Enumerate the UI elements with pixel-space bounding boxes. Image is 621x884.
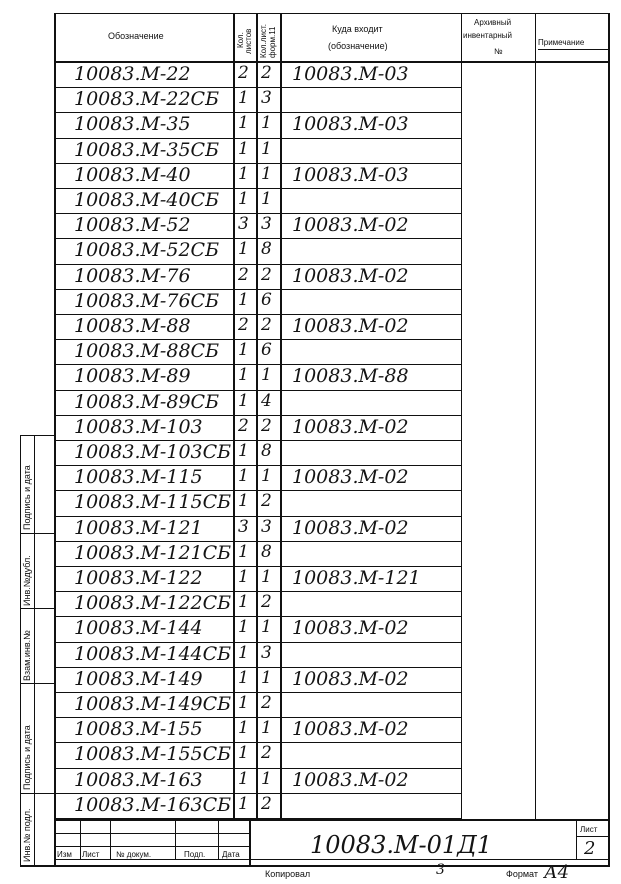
header-included-in-b: (обозначение) xyxy=(328,41,388,51)
row-sheets: 1 xyxy=(238,567,249,587)
footer-format-label: Формат xyxy=(506,869,538,879)
row-designation: 10083.М-122СБ xyxy=(74,592,232,614)
tb-sheet-label: Лист xyxy=(580,825,598,834)
header-format-a: Кол.лист. xyxy=(259,24,268,58)
row-included-in: 10083.М-02 xyxy=(292,315,409,337)
row-included-in: 10083.М-88 xyxy=(292,365,409,387)
row-included-in: 10083.М-02 xyxy=(292,265,409,287)
col-line-2 xyxy=(256,13,258,820)
row-sheets: 1 xyxy=(238,592,249,612)
row-included-in: 10083.М-02 xyxy=(292,769,409,791)
stamp-div-1 xyxy=(20,533,55,534)
row-included-in: 10083.М-03 xyxy=(292,164,409,186)
row-format-sheets: 2 xyxy=(261,491,272,511)
row-sheets: 3 xyxy=(238,214,249,234)
stamp-top xyxy=(20,435,55,436)
row-sheets: 1 xyxy=(238,466,249,486)
row-sheets: 1 xyxy=(238,239,249,259)
tb-col-list xyxy=(110,820,111,860)
row-sheets: 1 xyxy=(238,340,249,360)
header-format-b: форм.11 xyxy=(268,26,277,58)
row-format-sheets: 8 xyxy=(261,441,272,461)
row-format-sheets: 1 xyxy=(261,718,272,738)
row-sheets: 1 xyxy=(238,139,249,159)
row-format-sheets: 1 xyxy=(261,567,272,587)
tb-col-doc xyxy=(175,820,176,860)
row-format-sheets: 1 xyxy=(261,466,272,486)
row-format-sheets: 1 xyxy=(261,365,272,385)
row-designation: 10083.М-22 xyxy=(74,63,191,85)
row-included-in: 10083.М-02 xyxy=(292,416,409,438)
row-designation: 10083.М-144 xyxy=(74,617,203,639)
row-format-sheets: 3 xyxy=(261,643,272,663)
row-included-in: 10083.М-02 xyxy=(292,517,409,539)
row-format-sheets: 1 xyxy=(261,139,272,159)
row-sheets: 1 xyxy=(238,718,249,738)
header-archive-c: № xyxy=(494,47,503,56)
row-sheets: 1 xyxy=(238,617,249,637)
tb-podp: Подп. xyxy=(184,850,206,859)
row-format-sheets: 8 xyxy=(261,239,272,259)
tb-sheet-number: 2 xyxy=(584,838,596,859)
row-sheets: 3 xyxy=(238,517,249,537)
row-format-sheets: 3 xyxy=(261,214,272,234)
row-sheets: 2 xyxy=(238,416,249,436)
row-designation: 10083.М-121СБ xyxy=(74,542,232,564)
row-sheets: 1 xyxy=(238,189,249,209)
row-sheets: 1 xyxy=(238,693,249,713)
row-format-sheets: 1 xyxy=(261,668,272,688)
row-designation: 10083.М-163СБ xyxy=(74,794,232,816)
row-sheets: 1 xyxy=(238,441,249,461)
row-format-sheets: 2 xyxy=(261,416,272,436)
footer-copied: Копировал xyxy=(265,869,311,879)
tb-col-podp xyxy=(218,820,219,860)
row-designation: 10083.М-76 xyxy=(74,265,191,287)
tb-col-data xyxy=(249,820,251,866)
row-designation: 10083.М-76СБ xyxy=(74,290,220,312)
row-format-sheets: 1 xyxy=(261,769,272,789)
row-sheets: 2 xyxy=(238,315,249,335)
tb-izm: Изм xyxy=(57,850,72,859)
row-format-sheets: 6 xyxy=(261,340,272,360)
row-format-sheets: 8 xyxy=(261,542,272,562)
row-included-in: 10083.М-02 xyxy=(292,466,409,488)
row-format-sheets: 2 xyxy=(261,63,272,83)
stamp-left-edge xyxy=(20,435,21,866)
tb-data: Дата xyxy=(222,850,240,859)
row-designation: 10083.М-35СБ xyxy=(74,139,220,161)
row-included-in: 10083.М-121 xyxy=(292,567,421,589)
row-designation: 10083.М-89 xyxy=(74,365,191,387)
row-designation: 10083.М-122 xyxy=(74,567,203,589)
row-included-in: 10083.М-03 xyxy=(292,63,409,85)
stamp-div-4 xyxy=(20,793,55,794)
row-format-sheets: 1 xyxy=(261,617,272,637)
row-format-sheets: 2 xyxy=(261,315,272,335)
stamp-inv-podl: Инв.№ подл. xyxy=(22,808,32,862)
row-designation: 10083.М-103СБ xyxy=(74,441,232,463)
stamp-inv-dubl: Инв.№дубл. xyxy=(22,555,32,606)
row-designation: 10083.М-121 xyxy=(74,517,203,539)
col-line-5 xyxy=(535,13,536,820)
frame-bottom xyxy=(20,865,610,867)
header-sheets-b: листов xyxy=(244,28,253,54)
row-format-sheets: 2 xyxy=(261,592,272,612)
row-designation: 10083.М-115СБ xyxy=(74,491,232,513)
row-format-sheets: 2 xyxy=(261,794,272,814)
stamp-sign-date-1: Подпись и дата xyxy=(22,465,32,530)
row-sheets: 1 xyxy=(238,542,249,562)
tb-doc-no: № докум. xyxy=(116,850,152,859)
tb-document-code: 10083.М-01Д1 xyxy=(310,831,492,859)
row-sheets: 2 xyxy=(238,265,249,285)
row-sheets: 1 xyxy=(238,769,249,789)
row-designation: 10083.М-40 xyxy=(74,164,191,186)
row-designation: 10083.М-52 xyxy=(74,214,191,236)
row-format-sheets: 2 xyxy=(261,693,272,713)
header-sheets-a: Кол. xyxy=(236,32,245,48)
row-designation: 10083.М-89СБ xyxy=(74,391,220,413)
tb-list: Лист xyxy=(82,850,100,859)
stamp-div-3 xyxy=(20,683,55,684)
row-sheets: 1 xyxy=(238,794,249,814)
row-designation: 10083.М-52СБ xyxy=(74,239,220,261)
row-designation: 10083.М-88СБ xyxy=(74,340,220,362)
row-sheets: 2 xyxy=(238,63,249,83)
row-format-sheets: 3 xyxy=(261,517,272,537)
row-designation: 10083.М-155СБ xyxy=(74,743,232,765)
row-designation: 10083.М-103 xyxy=(74,416,203,438)
tb-row-1 xyxy=(55,833,250,834)
row-designation: 10083.М-155 xyxy=(74,718,203,740)
row-sheets: 1 xyxy=(238,113,249,133)
row-included-in: 10083.М-02 xyxy=(292,718,409,740)
row-designation: 10083.М-115 xyxy=(74,466,203,488)
header-archive-b: инвентарный xyxy=(463,31,513,40)
frame-top xyxy=(55,13,610,14)
row-format-sheets: 3 xyxy=(261,88,272,108)
footer-format-value: А4 xyxy=(544,862,570,883)
note-underline xyxy=(538,49,608,50)
col-line-3 xyxy=(280,13,282,820)
header-included-in-a: Куда входит xyxy=(332,24,383,34)
row-designation: 10083.М-163 xyxy=(74,769,203,791)
row-sheets: 1 xyxy=(238,88,249,108)
row-format-sheets: 1 xyxy=(261,189,272,209)
row-format-sheets: 4 xyxy=(261,391,272,411)
stamp-div-2 xyxy=(20,608,55,609)
row-format-sheets: 6 xyxy=(261,290,272,310)
frame-left xyxy=(54,13,56,865)
row-designation: 10083.М-144СБ xyxy=(74,643,232,665)
tb-top xyxy=(55,819,610,821)
stamp-sign-date-2: Подпись и дата xyxy=(22,725,32,790)
row-included-in: 10083.М-02 xyxy=(292,214,409,236)
row-sheets: 1 xyxy=(238,290,249,310)
row-designation: 10083.М-149 xyxy=(74,668,203,690)
row-format-sheets: 1 xyxy=(261,164,272,184)
row-sheets: 1 xyxy=(238,391,249,411)
row-sheets: 1 xyxy=(238,365,249,385)
row-sheets: 1 xyxy=(238,491,249,511)
frame-right xyxy=(608,13,610,867)
header-archive-a: Архивный xyxy=(474,18,512,27)
row-sheets: 1 xyxy=(238,643,249,663)
row-format-sheets: 2 xyxy=(261,265,272,285)
tb-sheet-div xyxy=(576,836,609,837)
header-designation: Обозначение xyxy=(108,31,164,41)
header-note: Примечание xyxy=(538,38,585,47)
row-designation: 10083.М-40СБ xyxy=(74,189,220,211)
row-designation: 10083.М-88 xyxy=(74,315,191,337)
tb-col-izm xyxy=(80,820,81,860)
row-format-sheets: 2 xyxy=(261,743,272,763)
tb-row-2 xyxy=(55,846,250,847)
col-line-4 xyxy=(461,13,462,820)
col-line-1 xyxy=(233,13,235,820)
row-included-in: 10083.М-03 xyxy=(292,113,409,135)
row-format-sheets: 1 xyxy=(261,113,272,133)
row-sheets: 1 xyxy=(238,668,249,688)
row-sheets: 1 xyxy=(238,164,249,184)
row-designation: 10083.М-149СБ xyxy=(74,693,232,715)
row-designation: 10083.М-22СБ xyxy=(74,88,220,110)
tb-col-sheet xyxy=(576,820,577,860)
row-included-in: 10083.М-02 xyxy=(292,617,409,639)
footer-copy-mark: 3 xyxy=(436,862,445,878)
stamp-right-edge xyxy=(34,435,35,866)
row-included-in: 10083.М-02 xyxy=(292,668,409,690)
row-sheets: 1 xyxy=(238,743,249,763)
stamp-vzam-inv: Взам.инв.№ xyxy=(22,630,32,681)
row-designation: 10083.М-35 xyxy=(74,113,191,135)
tb-row-3 xyxy=(55,859,610,860)
